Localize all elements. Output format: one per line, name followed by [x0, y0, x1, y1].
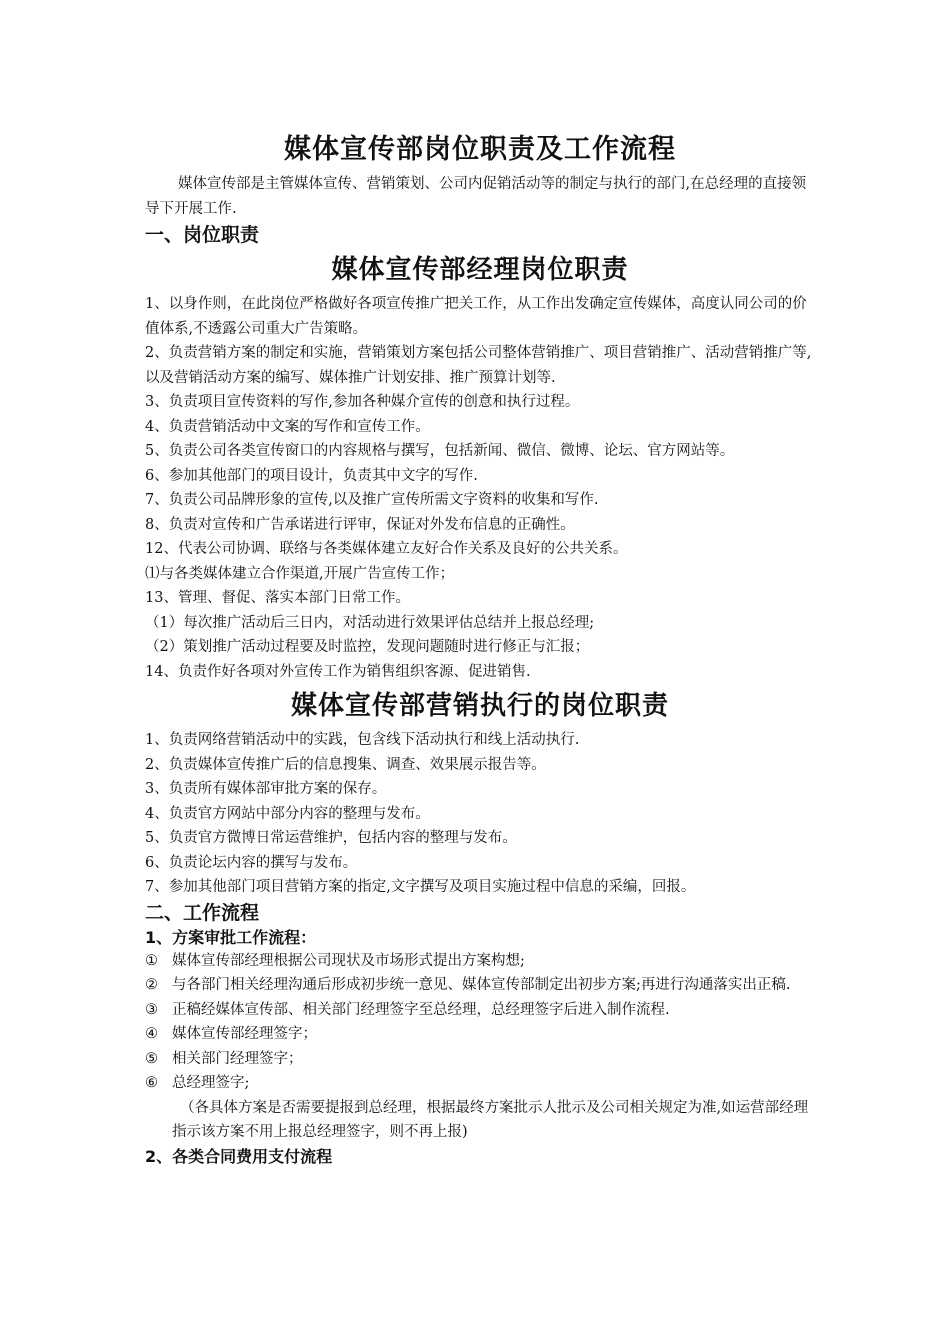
marketing-duties-heading: 媒体宣传部营销执行的岗位职责 [290, 691, 669, 721]
list-item: 4、负责官方网站中部分内容的整理与发布。 [145, 805, 430, 822]
step-text: 媒体宣传部经理根据公司现状及市场形式提出方案构想; [172, 952, 525, 969]
step-item [145, 973, 815, 998]
marketing-duties-list [145, 728, 815, 900]
approval-workflow-heading: 1、方案审批工作流程： [145, 927, 317, 947]
section-heading-responsibilities: 一、岗位职责 [145, 224, 260, 246]
document-title: 媒体宣传部岗位职责及工作流程 [284, 134, 676, 165]
list-item: 1、负责网络营销活动中的实践，包含线下活动执行和线上活动执行. [145, 732, 580, 748]
step-text: 正稿经媒体宣传部、相关部门经理签字至总经理，总经理签字后进入制作流程. [172, 1001, 670, 1018]
step-item [145, 1071, 815, 1096]
list-item: 3、负责所有媒体部审批方案的保存。 [145, 781, 387, 797]
list-item: 6、负责论坛内容的撰写与发布。 [145, 854, 358, 871]
list-item: 5、负责官方微博日常运营维护，包括内容的整理与发布。 [145, 830, 517, 846]
list-item: （2）策划推广活动过程要及时监控，发现问题随时进行修正与汇报； [145, 639, 590, 655]
step-item [145, 1022, 815, 1047]
approval-note: （各具体方案是否需要提报到总经理，根据最终方案批示人批示及公司相关规定为准,如运营部经理指示该方案不用上报总经理签字，则不再上报) [172, 1099, 809, 1140]
list-item: 12、代表公司协调、联络与各类媒体建立友好合作关系及良好的公共关系。 [145, 541, 628, 557]
document-page [145, 130, 815, 1168]
step-number: ② [145, 977, 158, 993]
step-text: 与各部门相关经理沟通后形成初步统一意见、媒体宣传部制定出初步方案;再进行沟通落实出正稿. [172, 977, 791, 993]
approval-steps [145, 949, 815, 1096]
list-item: 6、参加其他部门的项目设计，负责其中文字的写作. [145, 467, 478, 484]
step-item [145, 949, 815, 974]
list-item: 1、以身作则，在此岗位严格做好各项宣传推广把关工作，从工作出发确定宣传媒体，高度认同公司的价值体系,不透露公司重大广告策略。 [145, 296, 807, 337]
step-item [145, 1047, 815, 1072]
step-number: ④ [145, 1026, 158, 1042]
step-number: ③ [145, 1001, 158, 1018]
list-item: ⑴与各类媒体建立合作渠道,开展广告宣传工作； [145, 565, 455, 582]
list-item: 13、管理、督促、落实本部门日常工作。 [145, 590, 410, 606]
list-item: 4、负责营销活动中文案的写作和宣传工作。 [145, 418, 430, 435]
step-number: ⑤ [145, 1050, 158, 1067]
contract-payment-heading: 2、各类合同费用支付流程 [145, 1146, 333, 1166]
step-number: ⑥ [145, 1075, 158, 1091]
list-item: （1）每次推广活动后三日内，对活动进行效果评估总结并上报总经理; [145, 614, 595, 631]
list-item: 14、负责作好各项对外宣传工作为销售组织客源、促进销售. [145, 663, 531, 680]
step-text: 总经理签字; [172, 1075, 250, 1091]
list-item: 2、负责营销方案的制定和实施，营销策划方案包括公司整体营销推广、项目营销推广、活动营销推广等,以及营销活动方案的编写、媒体推广计划安排、推广预算计划等. [145, 345, 812, 386]
step-text: 媒体宣传部经理签字； [172, 1026, 317, 1042]
list-item: 5、负责公司各类宣传窗口的内容规格与撰写，包括新闻、微信、微博、论坛、官方网站等。 [145, 443, 735, 459]
manager-duties-heading: 媒体宣传部经理岗位职责 [331, 255, 629, 285]
list-item: 8、负责对宣传和广告承诺进行评审，保证对外发布信息的正确性。 [145, 516, 575, 533]
intro-paragraph: 媒体宣传部是主管媒体宣传、营销策划、公司内促销活动等的制定与执行的部门,在总经理的直接领导下开展工作. [145, 176, 807, 217]
list-item: 7、负责公司品牌形象的宣传,以及推广宣传所需文字资料的收集和写作. [145, 492, 599, 508]
step-item [145, 998, 815, 1023]
section-heading-workflow: 二、工作流程 [145, 901, 260, 924]
list-item: 2、负责媒体宣传推广后的信息搜集、调查、效果展示报告等。 [145, 756, 546, 773]
manager-duties-list [145, 292, 815, 684]
step-number: ① [145, 952, 158, 969]
list-item: 3、负责项目宣传资料的写作,参加各种媒介宣传的创意和执行过程。 [145, 394, 580, 410]
list-item: 7、参加其他部门项目营销方案的指定,文字撰写及项目实施过程中信息的采编，回报。 [145, 879, 696, 895]
step-text: 相关部门经理签字； [172, 1050, 303, 1067]
